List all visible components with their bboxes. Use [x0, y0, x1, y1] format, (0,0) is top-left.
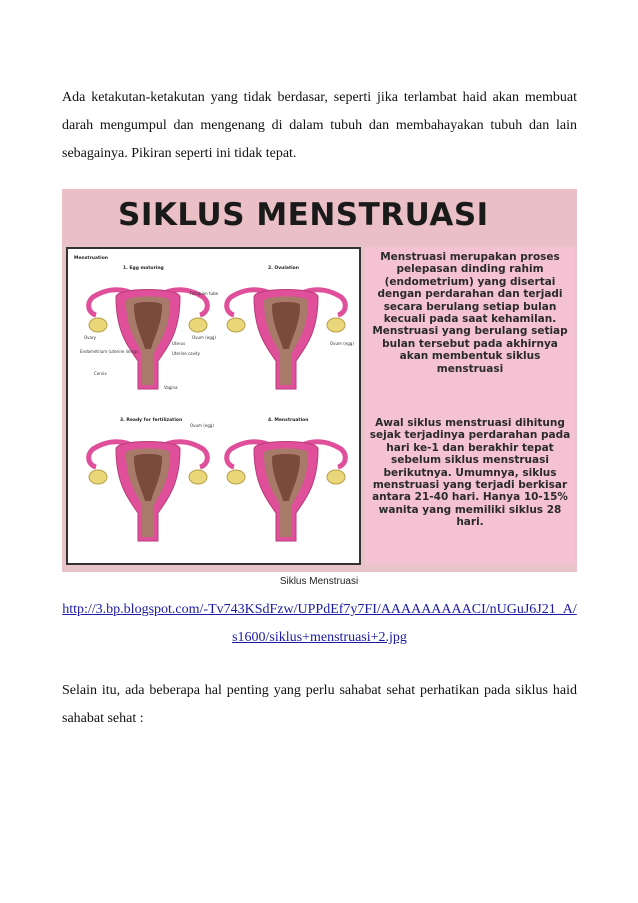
label-uterine-cavity: Uterine cavity	[172, 351, 201, 356]
label-vagina: Vagina	[164, 385, 178, 390]
intro-paragraph: Ada ketakutan-ketakutan yang tidak berdasar, seperti jika terlambat haid akan membuat darah mengumpul dan mengenang di dalam tubuh dan membahayakan tubuh dan lain sebagainya. Pikiran seperti ini tidak tepat.	[62, 90, 577, 161]
label-uterus: Uterus	[172, 341, 186, 346]
diagram-heading: Menstruation	[74, 256, 109, 261]
info-definition-text: Menstruasi merupakan proses pelepasan dinding rahim (endometrium) yang disertai dengan perdarahan dan terjadi secara berulang setiap bulan kecuali pada saat kehamilan. Menstruasi yang berulang setiap bulan tersebut pada akhirnya akan membentuk siklus menstruasi	[372, 251, 568, 375]
source-link[interactable]: http://3.bp.blogspot.com/-Tv743KSdFzw/UPPdEf7y7FI/AAAAAAAAACI/nUGuJ6J21_A/s1600/siklus+menstruasi+2.jpg	[62, 602, 577, 645]
panel-3-title: 3. Ready for fertilization	[120, 418, 183, 423]
label-endometrium: Endometrium (uterine lining)	[80, 349, 139, 354]
panel-4-title: 4. Menstruation	[268, 418, 309, 423]
label-ovum: Ovum (egg)	[192, 335, 216, 340]
figure-title-band	[62, 189, 577, 245]
closing-paragraph: Selain itu, ada beberapa hal penting yang perlu sahabat sehat perhatikan pada siklus haid sahabat sehat :	[62, 683, 577, 726]
label-ovary: Ovary	[84, 335, 96, 340]
info-panel	[365, 247, 575, 565]
panel-2-title: 2. Ovulation	[268, 266, 299, 271]
figure-title: SIKLUS MENSTRUASI	[118, 197, 489, 233]
uterus-diagram	[66, 247, 361, 565]
figure-caption: Siklus Menstruasi	[279, 576, 359, 587]
label-ovum-2: Ovum (egg)	[330, 341, 354, 346]
menstrual-cycle-figure	[62, 189, 577, 572]
uterus-diagram-illustration	[68, 249, 359, 563]
label-cervix: Cervix	[94, 371, 107, 376]
panel-1-title: 1. Egg maturing	[123, 266, 164, 271]
label-ovum-3: Ovum (egg)	[190, 423, 214, 428]
info-cycle-text: Awal siklus menstruasi dihitung sejak terjadinya perdarahan pada hari ke-1 dan berakhir tepat sebelum siklus menstruasi berikutnya. Umumnya, siklus menstruasi yang terjadi berkisar antara 21-40 hari. Hanya 10-15% wanita yang memiliki siklus 28 hari.	[369, 417, 571, 529]
label-fallopian-tube: Fallopian tube	[190, 291, 219, 296]
